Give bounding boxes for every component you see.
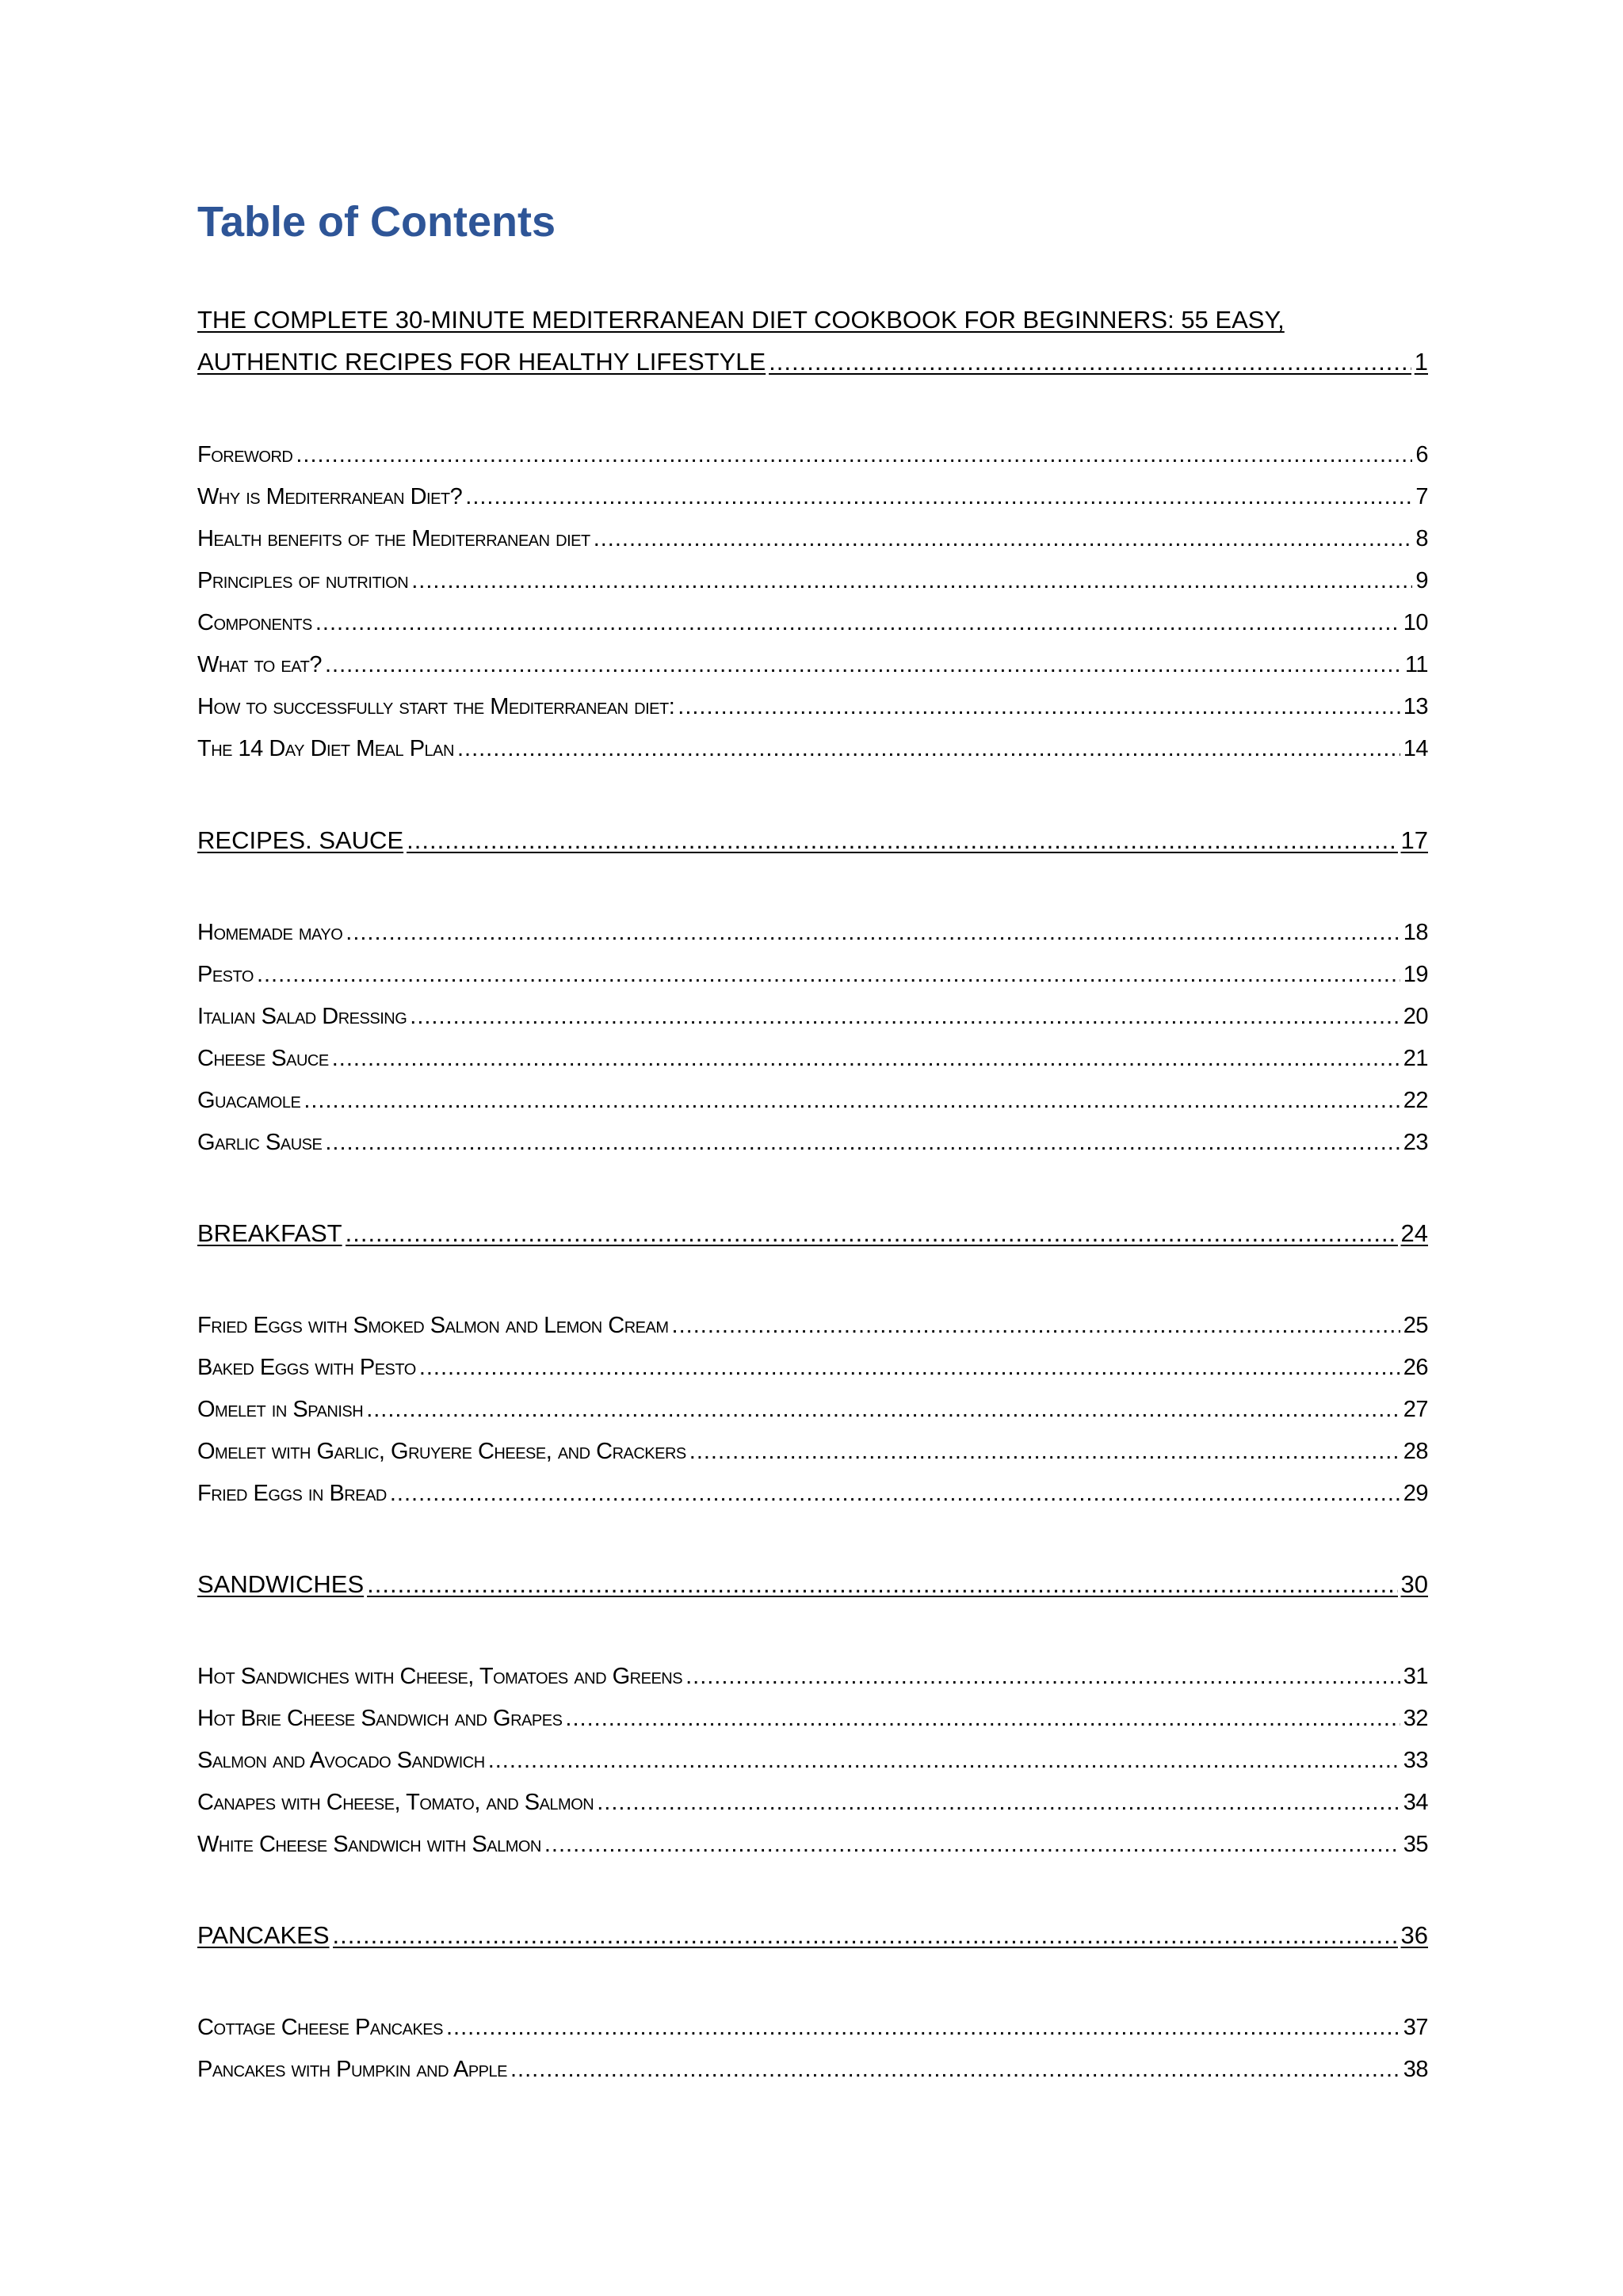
- toc-dot-leader: [333, 1920, 1398, 1951]
- toc-entry-label: Pancakes with Pumpkin and Apple: [197, 2057, 507, 2082]
- toc-chapter-entry[interactable]: [197, 1920, 1428, 1951]
- toc-page-number: 38: [1403, 2057, 1428, 2082]
- toc-page-number: 1: [1414, 348, 1428, 376]
- toc-page-number: 34: [1403, 1790, 1428, 1815]
- toc-page-number: 17: [1400, 826, 1428, 854]
- toc-entry-label: Cottage Cheese Pancakes: [197, 2015, 443, 2040]
- toc-section-entry[interactable]: [197, 1085, 1428, 1116]
- toc-dot-leader: [597, 1787, 1400, 1818]
- toc-entry-label: Baked Eggs with Pesto: [197, 1355, 416, 1380]
- toc-dot-leader: [325, 1127, 1400, 1158]
- toc-page-number: 18: [1403, 920, 1428, 945]
- toc-page-number: 32: [1403, 1706, 1428, 1731]
- toc-section-entry[interactable]: [197, 1127, 1428, 1158]
- toc-entry-label: Hot Sandwiches with Cheese, Tomatoes and Greens: [197, 1664, 683, 1689]
- toc-entry-label: Homemade mayo: [197, 920, 343, 945]
- toc-section-entry[interactable]: [197, 1745, 1428, 1776]
- toc-dot-leader: [407, 825, 1397, 856]
- toc-page-number: 9: [1415, 568, 1428, 593]
- toc-dot-leader: [315, 607, 1400, 639]
- toc-chapter-entry[interactable]: [197, 346, 1428, 378]
- toc-dot-leader: [419, 1352, 1400, 1383]
- toc-entry-label: AUTHENTIC RECIPES FOR HEALTHY LIFESTYLE: [197, 348, 766, 376]
- toc-page-number: 19: [1403, 962, 1428, 987]
- toc-page-number: 28: [1403, 1439, 1428, 1464]
- toc-section-entry[interactable]: [197, 1829, 1428, 1860]
- toc-section-entry[interactable]: [197, 439, 1428, 471]
- toc-dot-leader: [296, 439, 1412, 471]
- toc-page-number: 23: [1403, 1130, 1428, 1155]
- toc-section-entry[interactable]: [197, 1352, 1428, 1383]
- toc-section-entry[interactable]: [197, 523, 1428, 555]
- toc-entry-label: Principles of nutrition: [197, 568, 409, 593]
- toc-section-entry[interactable]: [197, 565, 1428, 597]
- toc-dot-leader: [689, 1436, 1400, 1467]
- toc-entry-label: Fried Eggs with Smoked Salmon and Lemon Cream: [197, 1313, 669, 1338]
- toc-dot-leader: [544, 1829, 1400, 1860]
- toc-page-number: 35: [1403, 1832, 1428, 1857]
- toc-section-entry[interactable]: [197, 1787, 1428, 1818]
- toc-entry-label: Pesto: [197, 962, 254, 987]
- toc-section-entry[interactable]: [197, 2054, 1428, 2085]
- toc-page-number: 21: [1403, 1046, 1428, 1071]
- toc-dot-leader: [457, 733, 1400, 765]
- toc-page-number: 6: [1415, 442, 1428, 467]
- toc-chapter-entry[interactable]: [197, 304, 1428, 336]
- toc-page-number: 37: [1403, 2015, 1428, 2040]
- toc-section-entry[interactable]: [197, 917, 1428, 948]
- toc-entry-label: What to eat?: [197, 652, 322, 677]
- toc-page-number: 11: [1404, 652, 1428, 677]
- toc-title: Table of Contents: [197, 198, 556, 246]
- toc-page-number: 8: [1415, 526, 1428, 551]
- toc-page-number: 7: [1415, 484, 1428, 509]
- toc-chapter-entry[interactable]: [197, 825, 1428, 856]
- toc-page-number: 14: [1403, 736, 1428, 761]
- toc-section-entry[interactable]: [197, 1478, 1428, 1509]
- toc-section-entry[interactable]: [197, 1436, 1428, 1467]
- toc-page-number: 31: [1403, 1664, 1428, 1689]
- toc-page-number: 29: [1403, 1481, 1428, 1506]
- toc-dot-leader: [465, 481, 1412, 513]
- toc-page-number: 20: [1403, 1004, 1428, 1029]
- toc-dot-leader: [510, 2054, 1400, 2085]
- toc-chapter-entry[interactable]: [197, 1218, 1428, 1249]
- toc-dot-leader: [446, 2012, 1400, 2043]
- toc-dot-leader: [390, 1478, 1400, 1509]
- toc-page-number: 22: [1403, 1088, 1428, 1113]
- toc-entry-label: White Cheese Sandwich with Salmon: [197, 1832, 541, 1857]
- toc-entry-label: How to successfully start the Mediterranean diet:: [197, 694, 675, 719]
- toc-dot-leader: [678, 691, 1400, 723]
- toc-dot-leader: [411, 565, 1412, 597]
- toc-chapter-entry[interactable]: [197, 1569, 1428, 1600]
- toc-entry-label: PANCAKES: [197, 1921, 330, 1949]
- toc-dot-leader: [332, 1043, 1400, 1074]
- toc-entry-label: Why is Mediterranean Diet?: [197, 484, 463, 509]
- toc-entry-label: Health benefits of the Mediterranean diet: [197, 526, 590, 551]
- toc-dot-leader: [769, 346, 1411, 378]
- toc-section-entry[interactable]: [197, 2012, 1428, 2043]
- toc-entry-label: Italian Salad Dressing: [197, 1004, 407, 1029]
- toc-dot-leader: [488, 1745, 1400, 1776]
- toc-entry-label: Cheese Sauce: [197, 1046, 329, 1071]
- toc-entry-label: BREAKFAST: [197, 1219, 342, 1247]
- toc-entry-label: Hot Brie Cheese Sandwich and Grapes: [197, 1706, 563, 1731]
- toc-dot-leader: [367, 1569, 1397, 1600]
- toc-dot-leader: [594, 523, 1413, 555]
- toc-section-entry[interactable]: [197, 1703, 1428, 1734]
- toc-entry-label: RECIPES. SAUCE: [197, 826, 404, 854]
- toc-section-entry[interactable]: [197, 1001, 1428, 1032]
- toc-page-number: 25: [1403, 1313, 1428, 1338]
- toc-entry-label: Canapes with Cheese, Tomato, and Salmon: [197, 1790, 594, 1815]
- toc-entry-label: Omelet in Spanish: [197, 1397, 364, 1422]
- toc-dot-leader: [565, 1703, 1400, 1734]
- toc-entry-label: Omelet with Garlic, Gruyere Cheese, and Crackers: [197, 1439, 686, 1464]
- document-page: [197, 194, 1428, 2082]
- toc-dot-leader: [325, 649, 1402, 681]
- toc-page-number: 13: [1403, 694, 1428, 719]
- toc-section-entry[interactable]: [197, 607, 1428, 639]
- toc-dot-leader: [257, 959, 1400, 990]
- toc-section-entry[interactable]: [197, 649, 1428, 681]
- toc-dot-leader: [346, 917, 1400, 948]
- toc-entry-label: The 14 Day Diet Meal Plan: [197, 736, 454, 761]
- toc-page-number: 24: [1400, 1219, 1428, 1247]
- toc-dot-leader: [366, 1394, 1400, 1425]
- toc-dot-leader: [346, 1218, 1398, 1249]
- toc-page-number: 10: [1403, 610, 1428, 635]
- toc-entry-label: Components: [197, 610, 312, 635]
- toc-section-entry[interactable]: [197, 959, 1428, 990]
- toc-page-number: 36: [1400, 1921, 1428, 1949]
- toc-section-entry[interactable]: [197, 691, 1428, 723]
- toc-entry-label: Guacamole: [197, 1088, 301, 1113]
- toc-entry-label: Fried Eggs in Bread: [197, 1481, 387, 1506]
- toc-entry-label: SANDWICHES: [197, 1570, 365, 1598]
- toc-dot-leader: [672, 1310, 1400, 1341]
- toc-entry-label: Salmon and Avocado Sandwich: [197, 1748, 485, 1773]
- toc-page-number: 27: [1403, 1397, 1428, 1422]
- toc-section-entry[interactable]: [197, 1043, 1428, 1074]
- toc-page-number: 33: [1403, 1748, 1428, 1773]
- toc-entry-label: Foreword: [197, 442, 293, 467]
- toc-section-entry[interactable]: [197, 1661, 1428, 1692]
- toc-section-entry[interactable]: [197, 481, 1428, 513]
- toc-page-number: 30: [1400, 1570, 1428, 1598]
- toc-entry-label: THE COMPLETE 30-MINUTE MEDITERRANEAN DIET COOKBOOK FOR BEGINNERS: 55 EASY,: [197, 306, 1285, 334]
- toc-page-number: 26: [1403, 1355, 1428, 1380]
- toc-section-entry[interactable]: [197, 1310, 1428, 1341]
- toc-entry-label: Garlic Sause: [197, 1130, 323, 1155]
- toc-section-entry[interactable]: [197, 733, 1428, 765]
- toc-section-entry[interactable]: [197, 1394, 1428, 1425]
- toc-dot-leader: [685, 1661, 1400, 1692]
- toc-dot-leader: [304, 1085, 1400, 1116]
- toc-dot-leader: [410, 1001, 1400, 1032]
